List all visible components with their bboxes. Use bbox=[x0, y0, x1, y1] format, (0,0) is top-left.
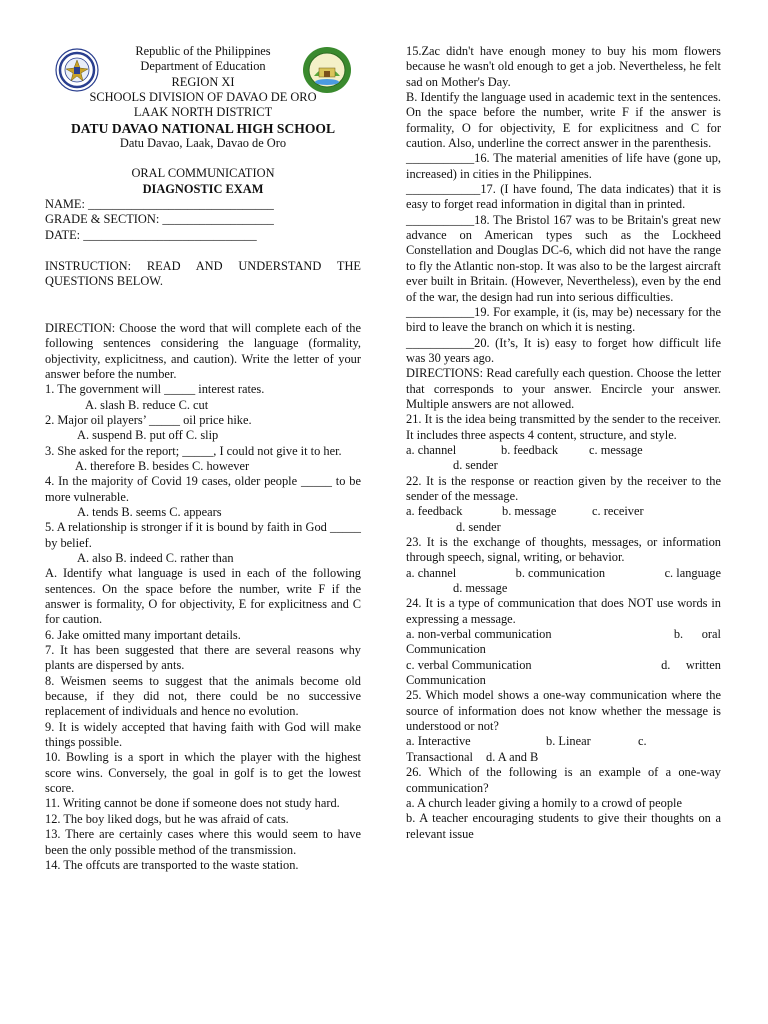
subject-title: ORAL COMMUNICATION bbox=[131, 166, 275, 181]
question-25-options-row2 bbox=[406, 750, 721, 765]
question-16: ___________16. The material amenities of life have (gone up, increased) in cities in the Philippines. bbox=[406, 151, 721, 181]
question-8: 8. Weismen seems to suggest that the animals become old because, if they did not, there could be no successive replacement of individuals and hence no evolution. bbox=[45, 673, 361, 719]
option-d[interactable]: d. written bbox=[661, 657, 721, 672]
question-12: 12. The boy liked dogs, but he was afraid of cats. bbox=[45, 811, 289, 826]
question-5-options: A. also B. indeed C. rather than bbox=[77, 550, 234, 565]
date-field[interactable]: DATE: ____________________________ bbox=[45, 227, 257, 242]
question-21: 21. It is the idea being transmitted by the sender to the receiver. It includes three aspects 4 content, structure, and style. bbox=[406, 412, 721, 442]
option-b[interactable]: b. communication bbox=[515, 565, 606, 580]
option-d[interactable]: d. message bbox=[453, 581, 508, 596]
option-b[interactable]: b. feedback bbox=[501, 442, 559, 457]
question-26: 26. Which of the following is an example of a one-way communication? bbox=[406, 765, 721, 795]
question-13: 13. There are certainly cases where this would seem to have been the only possible method of the transmission. bbox=[45, 827, 361, 857]
question-2-options: A. suspend B. put off C. slip bbox=[77, 428, 219, 443]
question-24: 24. It is a type of communication that does NOT use words in expressing a message. bbox=[406, 596, 721, 626]
spacer bbox=[45, 290, 361, 306]
exam-title: DIAGNOSTIC EXAM bbox=[142, 181, 264, 196]
option-b[interactable]: b. oral bbox=[673, 627, 721, 642]
question-10: 10. Bowling is a sport in which the player with the highest score wins. Conversely, the goal in golf is to get the lowest score. bbox=[45, 750, 361, 796]
spacer bbox=[45, 306, 361, 321]
question-22-options bbox=[406, 504, 721, 519]
option-b-continued: Communication bbox=[406, 642, 486, 657]
school-seal-icon bbox=[302, 46, 352, 94]
question-17: ____________17. (I have found, The data indicates) that it is easy to forget read information in digital than in printed. bbox=[406, 182, 721, 212]
spacer bbox=[45, 243, 361, 259]
question-18: ___________18. The Bristol 167 was to be Britain's great new advance on American types such as the Lockheed Constellation and Douglas DC-6, which did not have the range to fly the Atlantic non-stop. It was also to be the largest aircraft ever built in Britain. (However, Nevertheless), even by the end of the war, the design had run into serious difficulties. bbox=[406, 212, 721, 304]
instruction: INSTRUCTION: READ AND UNDERSTAND THE QUESTIONS BELOW. bbox=[45, 259, 361, 289]
left-column bbox=[45, 44, 361, 873]
question-1-options: A. slash B. reduce C. cut bbox=[85, 397, 209, 412]
right-column bbox=[406, 44, 721, 842]
option-c[interactable]: c. receiver bbox=[592, 504, 644, 519]
question-20: ___________20. (It’s, It is) easy to forget how difficult life was 30 years ago. bbox=[406, 335, 721, 365]
question-24-options-row1 bbox=[406, 627, 721, 642]
option-a[interactable]: a. channel bbox=[406, 565, 457, 580]
option-a[interactable]: a. A church leader giving a homily to a crowd of people bbox=[406, 795, 682, 810]
option-a[interactable]: a. channel bbox=[406, 442, 457, 457]
question-25: 25. Which model shows a one-way communication where the source of information does not know whether the message is understood or not? bbox=[406, 688, 721, 734]
option-b[interactable]: b. A teacher encouraging students to give their thoughts on a relevant issue bbox=[406, 811, 721, 841]
option-a[interactable]: a. non-verbal communication bbox=[406, 627, 552, 642]
question-1: 1. The government will _____ interest rates. bbox=[45, 382, 265, 397]
option-b[interactable]: b. message bbox=[502, 504, 557, 519]
option-d-continued: Communication bbox=[406, 673, 486, 688]
option-d[interactable]: d. A and B bbox=[486, 749, 539, 764]
option-c-continued: Transactional bbox=[406, 749, 473, 764]
question-6: 6. Jake omitted many important details. bbox=[45, 627, 241, 642]
question-5: 5. A relationship is stronger if it is bound by faith in God _____ by belief. bbox=[45, 520, 361, 550]
part-b-direction: B. Identify the language used in academic text in the sentences. On the space before the number, write F if the answer is formality, O for objectivity, E for explicitness and C for caution. Also, underline the correct answer in the parenthesis. bbox=[406, 90, 721, 151]
question-25-options bbox=[406, 734, 721, 749]
question-23: 23. It is the exchange of thoughts, messages, or information through speech, signal, writing, or behavior. bbox=[406, 535, 721, 565]
part-a-direction: A. Identify what language is used in each of the following sentences. On the space before the number, write F if the answer is formality, O for objectivity, E for explicitness and C for caution. bbox=[45, 566, 361, 627]
question-2: 2. Major oil players’ _____ oil price hike. bbox=[45, 412, 252, 427]
header-department: Department of Education bbox=[140, 59, 266, 74]
question-14: 14. The offcuts are transported to the waste station. bbox=[45, 857, 299, 872]
question-15: 15.Zac didn't have enough money to buy his mom flowers because he wasn't old enough to get a job. Nevertheless, he felt sad on Mother's Day. bbox=[406, 44, 721, 89]
question-4-options: A. tends B. seems C. appears bbox=[77, 504, 222, 519]
option-c[interactable]: c. message bbox=[589, 442, 643, 457]
question-7: 7. It has been suggested that there are several reasons why plants are dispersed by ants. bbox=[45, 643, 361, 673]
question-3: 3. She asked for the report; _____, I could not give it to her. bbox=[45, 443, 342, 458]
question-9: 9. It is widely accepted that having faith with God will make things possible. bbox=[45, 719, 361, 750]
header-division: SCHOOLS DIVISION OF DAVAO DE ORO bbox=[89, 90, 317, 105]
letterhead bbox=[45, 44, 361, 151]
question-3-options: A. therefore B. besides C. however bbox=[75, 458, 250, 473]
option-a[interactable]: a. Interactive bbox=[406, 734, 471, 749]
option-c[interactable]: c. language bbox=[664, 565, 721, 580]
grade-section-field[interactable]: GRADE & SECTION: __________________ bbox=[45, 212, 274, 227]
option-a[interactable]: a. feedback bbox=[406, 504, 463, 519]
header-region: REGION XI bbox=[171, 74, 235, 89]
question-21-options bbox=[406, 443, 721, 458]
school-name: DATU DAVAO NATIONAL HIGH SCHOOL bbox=[70, 120, 336, 136]
option-d[interactable]: d. sender bbox=[453, 458, 498, 473]
question-22: 22. It is the response or reaction given by the receiver to the sender of the message. bbox=[406, 473, 721, 503]
option-c[interactable]: c. bbox=[638, 734, 647, 749]
question-19: ___________19. For example, it (is, may be) necessary for the bird to leave the branch on which it is nesting. bbox=[406, 304, 721, 335]
deped-seal-icon bbox=[55, 48, 99, 92]
question-23-options bbox=[406, 566, 721, 581]
directions-2: DIRECTIONS: Read carefully each question. Choose the letter that corresponds to your answer. Encircle your answer. Multiple answers are not allowed. bbox=[406, 366, 721, 411]
option-b[interactable]: b. Linear bbox=[546, 734, 591, 749]
question-24-options-row2 bbox=[406, 658, 721, 673]
spacer bbox=[45, 151, 361, 166]
header-republic: Republic of the Philippines bbox=[135, 44, 271, 58]
option-d[interactable]: d. sender bbox=[456, 519, 501, 534]
direction-text: DIRECTION: Choose the word that will complete each of the following sentences considering the language (formality, objectivity, explicitness, and caution). Write the letter of your answer before the number. bbox=[45, 320, 361, 381]
name-field[interactable]: NAME: ______________________________ bbox=[45, 197, 274, 212]
header-district: LAAK NORTH DISTRICT bbox=[133, 105, 273, 120]
question-4: 4. In the majority of Covid 19 cases, older people _____ to be more vulnerable. bbox=[45, 474, 361, 504]
option-c[interactable]: c. verbal Communication bbox=[406, 657, 532, 672]
school-address: Datu Davao, Laak, Davao de Oro bbox=[119, 136, 287, 151]
question-11: 11. Writing cannot be done if someone does not study hard. bbox=[45, 796, 340, 811]
